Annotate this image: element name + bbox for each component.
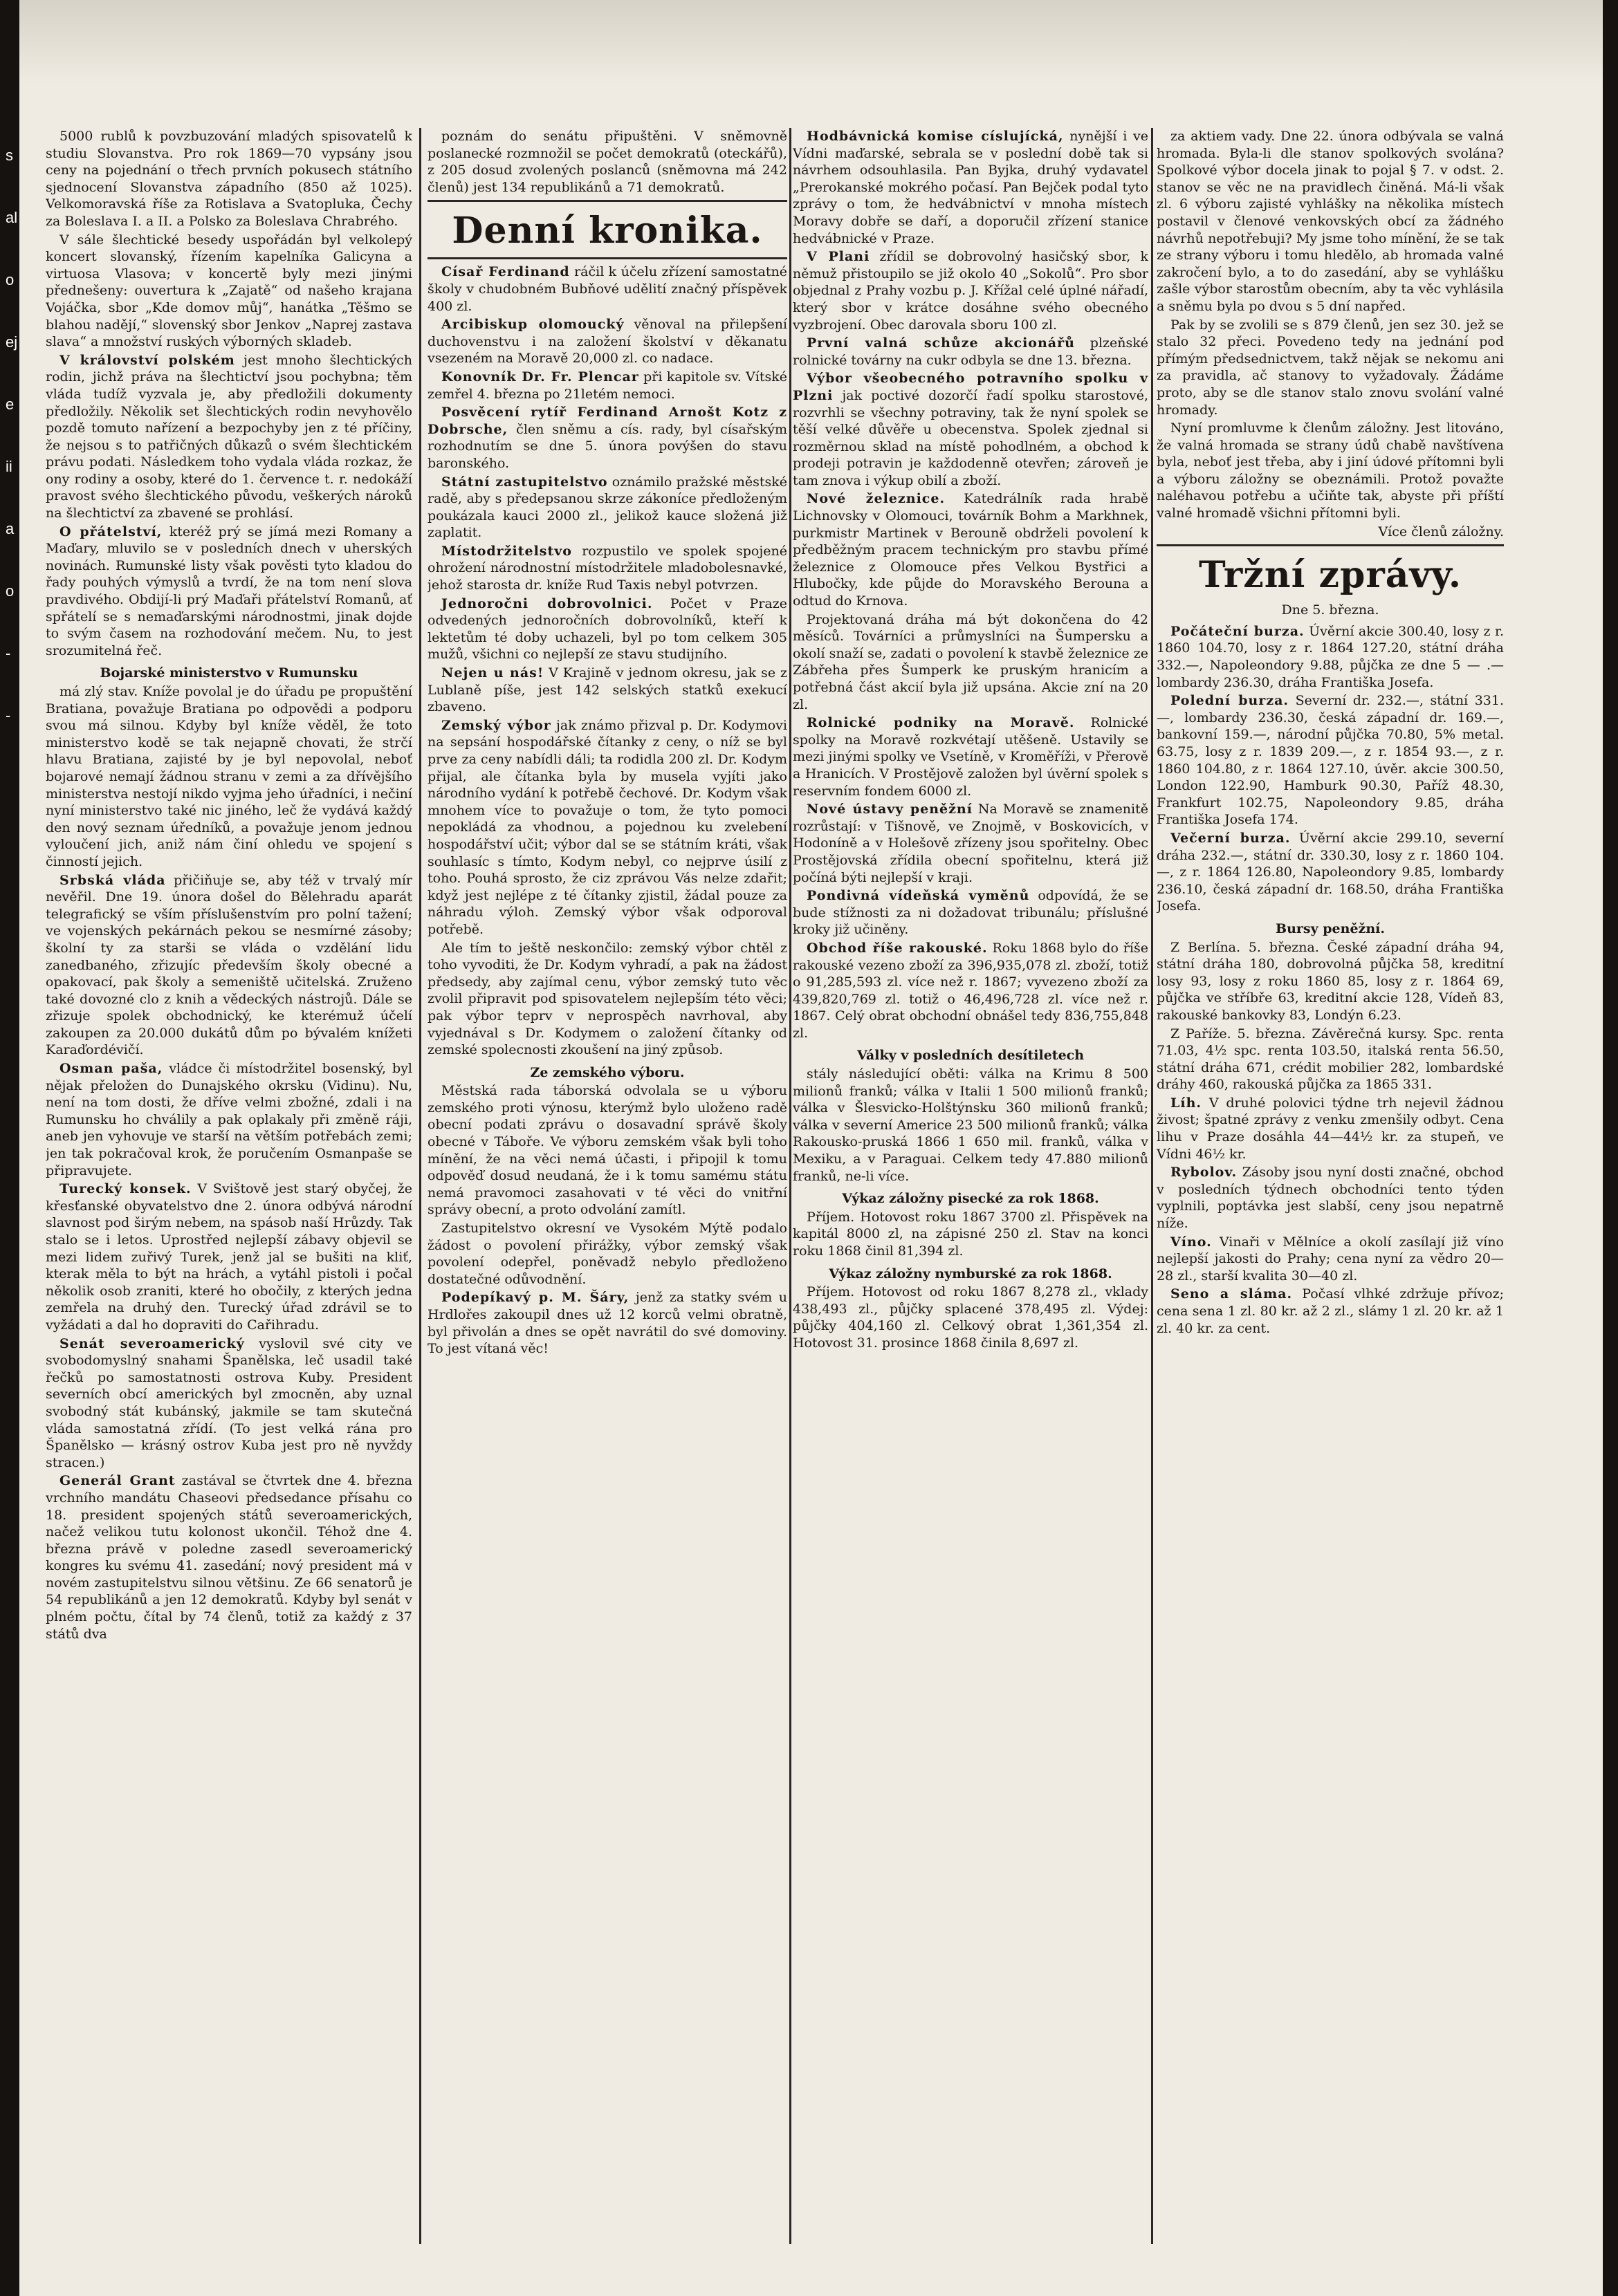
article-heading: Státní zastupitelstvo [441, 474, 608, 490]
article-text: Vinaři v Mělníce a okolí zasílají již víno nejlepší jakosti do Prahy; cena nyní za vědro 20—28 zl., starší kvalita 30—40 zl. [1157, 1234, 1504, 1284]
article-text: přičiňuje se, aby též v trvalý mír nevěřil. Dne 19. února došel do Bělehradu aparát telegrafický se vším příslušenstvím pro polní tažení; ve vojenských pekárnách pekou se nesmírné zásoby; školní ty za starši se vláda o vzdělání lidu zanedbaného, zřizujíc především školy obecné a opakovací, pak školy a semeniště učitelská. Zruženo také dovozné clo z knih a vědeckých nástrojů. Dále se zřizuje spolek obchodnický, ke kterémuž účelí zakoupen za 20.000 dukátů dům po bývalém knížeti Karaďordévičí. [46, 872, 412, 1058]
article-text: Katedrálník rada hrabě Lichnovsky v Olomouci, továrník Bohm a Markhnek, purkmistr Martinek v Berouně obdrželi povolení k předběžným pracem technickým pro stavbu přímé železnice z Olomouce přes Velkou Bystřici a Hlubočky, kde půjde do Moravského Berouna a odtud do Krnova. [793, 491, 1148, 609]
article-text: jak poctivé dozorčí řadí spolku starostové, rozvrhli se všechny potraviny, tak že nyní spolek se těší velké důvěře u obecenstva. Spolek zjednal si rozměrnou sklad na místě pohodlném, a obchod k prodeji potravin je každodenně otevřen; zároveň je tam znova i výkup obilí a zboží. [793, 387, 1148, 488]
article [793, 801, 1148, 886]
article-text: Rolnické spolky na Moravě rozkvétají utěšeně. Ustavily se mezi jinými spolky ve Vsetíně, v Kroměříži, v Přerově a Hranicích. V Prostějově založen byl úvěrní spolek s reservním fondem 6000 zl. [793, 715, 1148, 799]
article-text: V druhé polovici týdne trh nejevil žádnou živost; špatné zprávy z venku zmenšily odbyt. Cena lihu v Praze dosáhla 44—44½ kr. za stupeň, ve Vídni 46½ kr. [1157, 1095, 1504, 1162]
article-text: Příjem. Hotovost od roku 1867 8,278 zl., vklady 438,493 zl., půjčky splacené 378,495 zl. Výdej: půjčky 404,160 zl. Celkový obrat 1,361,354 zl. Hotovost 31. prosince 1868 činila 8,697 zl. [793, 1284, 1148, 1351]
article-heading: Zemský výbor [441, 717, 551, 733]
article-heading: Hodbávnická komise císlujícká, [807, 129, 1064, 144]
margin-fragment: al [6, 209, 18, 226]
article-heading: Nové železnice. [807, 491, 946, 507]
article [46, 1060, 412, 1179]
column-rule [419, 128, 421, 2244]
article-heading: Líh. [1170, 1095, 1202, 1111]
article-text: V sále šlechtické besedy uspořádán byl velkolepý koncert slovanský, řízením kapelníka Galicyna a virtuosa Vlasova; v koncertě byly mezi jinými přednešeny: ouvertura k „Zajatě“ od našeho krajana Vojáčka, sbor „Kde domov můj“, hanátka „Těšmo se blahou nadějí,“ slovenský sbor Jenkov „Naprej zastava slava“ a množství ruských výborných skladeb. [46, 232, 412, 350]
section-rule [1157, 544, 1504, 546]
article-text: ráčil k účelu zřízení samostatné školy v chudobném Bubňové udělití značný příspěvek 400 zl. [428, 264, 787, 314]
article-text: Z Berlína. 5. března. České západní dráha 94, státní dráha 180, dobrovolná půjčka 58, kreditní losy 93, losy z roku 1860 85, losy z r. 1864 69, půjčka ve stříbře 63, kreditní akcie 128, Vídeň 83, rakouské bankovky 83, Londýn 6.23. [1157, 939, 1504, 1023]
article [1157, 692, 1504, 828]
article [1157, 1095, 1504, 1163]
article-heading: Války v posledních desítiletech [856, 1048, 1085, 1064]
article-text: Počasí vlhké zdržuje přívoz; cena sena 1 zl. 80 kr. až 2 zl., slámy 1 zl. 20 kr. až 1 zl. 40 kr. za cent. [1157, 1286, 1504, 1336]
article-heading: Bojarské ministerstvo v Rumunsku [100, 665, 358, 681]
article [46, 872, 412, 1059]
article [1157, 1234, 1504, 1285]
article-heading: Počáteční burza. [1170, 623, 1305, 639]
column-3 [793, 128, 1148, 2244]
article [793, 490, 1148, 609]
article-text: Nyní promluvme k členům záložny. Jest litováno, že valná hromada se strany údů chabě navštívena byla, neboť jest třeba, aby i jiní údové přítomni byli a výboru záložny se obeznámili. Protož považte naléhavou potřebu a učiňte tak, abyste při příští valné hromadě všichni přítomni byli. [1157, 420, 1504, 521]
article-heading: Konovník Dr. Fr. Plencar [441, 369, 639, 385]
margin-fragment: ej [6, 333, 18, 351]
article-heading: Rybolov. [1170, 1165, 1238, 1181]
article-heading: Císař Ferdinand [441, 264, 570, 280]
article-text: má zlý stav. Kníže povolal je do úřadu pe propuštění Bratiana, považuje Bratiana po odpovědi a podporu svou má silnou. Kdyby byl kníže věděl, že toto ministerstvo kodě se tak nejapně chovati, že strčí hlavu Bratiana, zajisté by je byl nepovolal, neboť bojarové nemají žádnou stranu v zemi a za dřívějšího ministerstva nestojí nikdo vyjma jeho úřadníci, i nečiní nyní ministerstvo také nic jiného, leč že vydává každý den nový seznam úředníků, a považuje jenom jednou vyloučení jich, aniž nám činí ohledu ve spojení s činností jejich. [46, 684, 412, 869]
article-text: oznámilo pražské městské radě, aby s předepsanou skrze zákoníce předloženým poukázala kauci 2000 zl., jelikož kauce složená již zaplatit. [428, 474, 787, 541]
article [793, 335, 1148, 369]
article [1157, 623, 1504, 691]
article-heading: Nejen u nás! [441, 665, 544, 681]
margin-fragment: a [6, 520, 15, 537]
article-heading: Obchod říše rakouské. [807, 940, 988, 956]
article [793, 887, 1148, 938]
article-text: poznám do senátu připuštěni. V sněmovně poslanecké rozmnožil se počet demokratů (oteckářů), z 205 dosud zvolených poslanců (sněmovna má 242 členů) jest 134 republikánů a 71 demokratů. [428, 129, 787, 195]
article-text: kteréž prý se jímá mezi Romany a Maďary, mluvilo se v posledních dnech v uherských novinách. Rumunské listy však pověsti tyto kladou do řady pouhých výmyslů a tvrdí, že na tom není slova pravdivého. Obdijí-li prý Maďaři přátelství Romanů, ať spřátelí se s nemaďarskými národnostmi, jinak dojde to svým časem na rozhodování mečem. Nu, to jest srozumitelná řeč. [46, 524, 412, 658]
article-heading: V Plani [807, 249, 870, 265]
article-text: Počet v Praze odvedených jednoročních dobrovolníků, kteří k lektetům té doby uchazeli, byl po tom celkem 305 mužů, všichni co nejlepší ze stavu studijního. [428, 595, 787, 663]
article-heading: Osman paša, [59, 1061, 163, 1077]
article [1157, 830, 1504, 915]
article-text: zřídil se dobrovolný hasičský sbor, k němuž přistoupilo se již okolo 40 „Sokolů“. Pro sbor objednal z Prahy vozbu p. J. Křížal celé úplné nářadí, který sbor v krátce dosáhne svého obecného vyzbrojení. Obec darovala sboru 100 zl. [793, 249, 1148, 333]
article-heading: Posvěcení rytíř Ferdinand Arnošt Kotz z Dobrsche, [428, 405, 787, 437]
article-heading: Senát severoamerický [59, 1335, 245, 1351]
article [428, 404, 787, 472]
margin-fragment: - [6, 645, 11, 662]
article-text: zastával se čtvrtek dne 4. března vrchního mandátu Chaseovi předsedance přísahu co 18. president spojených států severoamerických, načež velikou tutu kolonost ukončil. Téhož dne 4. března právě v poledne zasedl severoamerický kongres ku svému 41. zasedání; nový president má v novém zastupitelstvu silnou většinu. Ze 66 senatorů je 54 republikánů a jen 12 demokratů. Kdyby byl senát v plném počtu, čítal by 74 členů, totiž za každý z 37 států dva [46, 1473, 412, 1642]
section-date: Dne 5. března. [1281, 602, 1379, 618]
article [1157, 1286, 1504, 1337]
margin-fragment: - [6, 707, 11, 724]
article-text: za aktiem vady. Dne 22. února odbývala se valná hromada. Byla-li dle stanov spolkových svolána? Spolkové výbor docela jinak to pojal § 7. v odst. 2. stanov se věc ne na pravidlech činěná. Má-li však zl. 6 výboru zajisté vyhlášky na několika místech postavil v členové venkovských obcí za žádného návrhů nepotřebuji? My jsme toho mínění, že se tak ze strany výboru i tomu hledělo, ab hromada valné zakročení bylo, a to do zasedání, aby se vyhlášku zašle výbor starostům obecním, aby ta věc vyhlásila a sněmu byla po dvou s 5 dní napřed. [1157, 129, 1504, 314]
article-heading: Seno a sláma. [1170, 1286, 1293, 1302]
scan-right-edge [1603, 0, 1618, 2296]
article-text: Projektovaná dráha má být dokončena do 42 měsíců. Továrníci a průmyslníci na Šumpersku a okolí snaží se, zadati o povolení k stavbě železnice ze Zábřeha přes Šumperk ke pruským hranicím a potřebná část akcií byla již upsána. Akcie zní na 20 zl. [793, 611, 1148, 712]
article [428, 369, 787, 402]
scan-top-edge [0, 0, 1618, 83]
article-text: stály následující oběti: válka na Krimu 8 500 milionů franků; válka v Italii 1 500 milionů franků; válka v Šlesvicko-Holštýnsku 360 milionů franků; válka v severní Americe 23 500 milionů franků; válka Rakousko-pruská 1866 1 650 mil. franků, válka v Mexiku, a v Paraguai. Celkem tedy 47.880 milionů franků, ne-li více. [793, 1066, 1148, 1184]
article-heading: Generál Grant [59, 1473, 176, 1489]
article-text: vládce či místodržitel bosenský, byl nějak přeložen do Dunajského okrsku (Vidinu). Nu, není na tom dosti, že dříve velmi zbožné, zdali i na Rumunsku ho chválily a pak oplakaly při změně ráji, aneb jen vyhovuje ve starší na větším potřebách zemi; jen tak pokračoval krok, že poručením Osmanpaše se připravujete. [46, 1061, 412, 1178]
article-heading: Rolnické podniky na Moravě. [807, 715, 1075, 731]
article [46, 352, 412, 522]
article-heading: V království polském [59, 352, 235, 368]
article-heading: Nové ústavy peněžní [807, 802, 973, 817]
column-1 [46, 128, 412, 2244]
article-heading: Ze zemského výboru. [530, 1064, 685, 1080]
article-text: Úvěrní akcie 299.10, severní dráha 232.—, státní dr. 330.30, losy z r. 1860 104.—, z r. 1864 126.80, Napoleondory 9.85, lombardy 236.10, česká západní dr. 168.50, dráha Františka Josefa. [1157, 830, 1504, 914]
margin-fragment: o [6, 582, 15, 600]
margin-fragment: e [6, 396, 15, 413]
article-text: Na Moravě se znamenitě rozrůstají: v Tišnově, ve Znojmě, v Boskovicích, v Hodoníně a v Holešově zřízeny jsou spořitelny. Obec Prostějovská zřídila obecní spořitelnu, která již počíná býti nejlepší v kraji. [793, 802, 1148, 885]
section-title: Denní kronika. [452, 210, 763, 252]
article-text: jak známo přizval p. Dr. Kodymovi na sepsání hospodářské čítanky z ceny, o níž se byl prve za ceny nabídli dáli; ta rodidla 200 zl. Dr. Kodym přijal, ale čítanka byla by musela vyjíti jako národního vydání k potřebě čechové. Dr. Kodym však mnohem více to považuje o tom, že tyto pomoci nepokládá za vhodnou, a pojednou ku zvelebení hospodářství učit; výbor dal se se státním kráti, však souhlasíc s tímto, Kodym nebyl, co nejprve úsilí z toho. Pouhá sprosto, že ciz zprávou Vás nelze zdařit; když jest nejlépe z té čítanky zjistil, žádal pouze za náhradu výloh. Zemský výbor však odporoval potřebě. [428, 717, 787, 937]
article-text: Městská rada táborská odvolala se u výboru zemského proti výnosu, kterýmž bylo uloženo radě obecní podati zprávu o dosavadní správě školy obecné v Táboře. Ve výboru zemském však byli toho mínění, že na věci nemá účasti, i připojil k tomu odpověď dosud neudaná, že i k tomu samému státu nemá pravomoci zasahovati v té věci do vnitřní správy obecní, a proto odvolání zamítl. [428, 1083, 787, 1218]
article-heading: Turecký konsek. [59, 1181, 192, 1197]
article-heading: Výkaz záložny nymburské za rok 1868. [829, 1266, 1112, 1281]
article-text: 5000 rublů k povzbuzování mladých spisovatelů k studiu Slovanstva. Pro rok 1869—70 vypsány jsou ceny na pojednání o třech prvních pokusech státního sjednocení Slovanstva západního (850 až 1025). Velkomoravská říše za Rotislava a Svatopluka, Čechy za Boleslava I. a II. a Polsko za Boleslava Chrabrého. [46, 129, 412, 229]
margin-fragment: o [6, 271, 15, 288]
article [793, 714, 1148, 799]
column-4 [1157, 128, 1504, 2244]
article-text: člen sněmu a cís. rady, byl císařským rozhodnutím se dne 5. února povýšen do stavu baronského. [428, 421, 787, 471]
article-text: V Krajině v jednom okresu, jak se z Lublaně píše, jest 142 selských statků exekucí zbaveno. [428, 665, 787, 715]
article-heading: Srbská vláda [59, 872, 166, 888]
column-rule [1151, 128, 1153, 2244]
article-heading: Polední burza. [1170, 693, 1289, 709]
margin-fragment: s [6, 147, 13, 164]
article-heading: Večerní burza. [1170, 830, 1291, 846]
article [428, 595, 787, 663]
article-text: věnoval na přilepšení duchovenstvu i na založení školství v děkanatu vsezeném na Moravě 20,000 zl. co nadace. [428, 317, 787, 367]
article [428, 263, 787, 315]
article-text: Ale tím to ještě neskončilo: zemský výbor chtěl z toho vyvoditi, že Dr. Kodym vyhradí, a pak na žádost předsedy, aby zajímal cenu, výbor zemský tuto věc zvolil připravit pod spisovatelem nejlepším této věci; pak výbor teprv v neprospěch navrhoval, aby vyjednával s Dr. Kodymem o založení čítanky od zemské spolecnosti zkoušení na jiný způsob. [428, 940, 787, 1058]
article [46, 1181, 412, 1333]
article-heading: Výbor všeobecného potravního spolku v Plzni [793, 371, 1148, 403]
article [793, 940, 1148, 1042]
article-heading: První valná schůze akcionářů [807, 335, 1075, 351]
article [428, 474, 787, 541]
article-text: jenž za statky svém u Hrdlořes zakoupil dnes už 12 korců velmi obratně, byl přivolán a dnes se opět navrátil do své domoviny. To jest vítaná věc! [428, 1290, 787, 1357]
article-text: Pak by se zvolili se s 879 členů, jen sez 30. jež se stalo 32 přeci. Povedeno tedy na jednání pod přímým předsednictvem, takž nějak se nekomu ani za pravidla, ač stanovy to vyžadovaly. Žádáme proto, aby se dle stanov stalo znovu svolání valné hromady. [1157, 317, 1504, 418]
column-2 [428, 128, 787, 2244]
margin-fragments [6, 124, 21, 747]
article [1157, 1164, 1504, 1232]
article-heading: Arcibiskup olomoucký [441, 317, 625, 333]
article [46, 1335, 412, 1472]
article-text: Úvěrní akcie 300.40, losy z r. 1860 104.70, losy z r. 1864 127.20, státní dráha 332.—, Napoleondory 9.88, půjčka ze dne 5 — .— lombardy 236.30, dráha Františka Josefa. [1157, 623, 1504, 690]
margin-fragment: ii [6, 458, 12, 475]
article-text: Zastupitelstvo okresní ve Vysokém Mýtě podalo žádost o povolení přirážky, výbor zemský však povolení odepřel, poněvadž nebylo předloženo dostatečné odůvodnění. [428, 1221, 787, 1287]
article-text: V Svištově jest starý obyčej, že křesťanské obyvatelstvo dne 2. února odbývá národní slavnost pod širým nebem, na spásob naší Hrůzdy. Tak stalo se i letos. Uprostřed nejlepší zábavy objevil se mezi lidem zuřivý Turek, jenž jal se bušiti na kliť, kterak měla to být na hrách, a vytáhl pistoli i počal několik osob zraniti, které ho obočily, z kterých jedna zemřela na druhý den. Turecký úřad zdrávil se to vyžádati a dal ho dopraviti do Cařihradu. [46, 1181, 412, 1333]
article-heading: Podepíkavý p. M. Šáry, [441, 1290, 629, 1306]
article [793, 248, 1148, 333]
article-text: při kapitole sv. Vítské zemřel 4. března po 21letém nemoci. [428, 369, 787, 402]
article [793, 128, 1148, 247]
article-heading: Místodržitelstvo [441, 543, 572, 559]
article-text: nynější i ve Vídni maďarské, sebrala se v poslední době tak si návrhem odsouhlasila. Pan Byjka, druhý vydavatel „Prerokanské mokrého počasí. Pan Bejček podal tyto zprávy o tom, že hedvábnictví v mnoha místech Moravy dobře se daří, a doporučil zřízení stanice hedvábnické v Praze. [793, 129, 1148, 246]
article [428, 717, 787, 938]
article-text: Severní dr. 232.—, státní 331.—, lombardy 236.30, česká západní dr. 169.—, bankovní 159.—, národní půjčka 70.80, 5% metal. 63.75, losy z r. 1839 209.—, z r. 1854 93.—, z r. 1860 104.80, z r. 1864 127.10, úvěr. akcie 300.50, London 122.90, Hamburk 90.30, Paříž 48.30, Frankfurt 102.75, Napoleondory 9.85, dráha Františka Josefa 174. [1157, 693, 1504, 828]
article [428, 665, 787, 716]
article-heading: Pondivná vídeňská vyměnů [807, 888, 1030, 904]
column-rule [789, 128, 791, 2244]
article-text: Zásoby jsou nyní dosti značné, obchod v posledních týdnech obchodníci tento týden vyplnili, poptávka jest slabší, ceny jsou nepatrně níže. [1157, 1165, 1504, 1232]
article [46, 1472, 412, 1642]
article-text: plzeňské rolnické továrny na cukr odbyla se dne 13. března. [793, 335, 1148, 368]
section-rule [428, 200, 787, 202]
article-heading: Výkaz záložny pisecké za rok 1868. [842, 1191, 1099, 1207]
article-heading: Jednoročni dobrovolnici. [441, 595, 653, 611]
article-heading: Bursy peněžní. [1276, 920, 1385, 936]
article [428, 543, 787, 594]
article [428, 316, 787, 367]
article-text: rozpustilo ve spolek spojené ohrožení národnostní místodržitele mladobolesnavké, jehož starosta dr. kníže Rud Taxis nebyl potvrzen. [428, 543, 787, 593]
article-text: Z Paříže. 5. března. Závěrečná kursy. Spc. renta 71.03, 4½ spc. renta 103.50, italská renta 56.50, státní dráha 671, crédit mobilier 282, lombardské dráhy 460, rakouská půjčka za 1865 331. [1157, 1026, 1504, 1093]
article-text: Roku 1868 bylo do říše rakouské vezeno zboží za 396,935,078 zl. zboží, totiž o 91,285,593 zl. více než r. 1867; vyvezeno zboží za 439,820,769 zl. totiž o 46,496,728 zl. více než r. 1867. Celý obrat obchodní obnášel tedy 836,755,848 zl. [793, 940, 1148, 1041]
article-text: jest mnoho šlechtických rodin, jichž práva na šlechtictví jsou pochybna; těm vláda tudíž vyzvala je, aby předložili dokumenty předložily. Několik set šlechtických rodin nevyhovělo pozdě tomuto nařízení a bezpochyby jen z té příčiny, že nejsou s to patřičných důkazů o svém šlechtickém právu podati. Následkem toho vydala vláda rozkaz, že ony rodiny a osoby, které do 1. července t. r. nedokáží pravost svého šlechtického původu, veškerých nároků na šlechtictví za zbavené se prohlásí. [46, 352, 412, 521]
article-heading: O přátelství, [59, 524, 163, 539]
article-text: vyslovil své city ve svobodomyslný snahami Španělska, leč usadil také řečků po samostatnosti ostrova Kuby. President severních obcí amerických byl zmocněn, aby uznal svobodný stát kubánský, jakmile se tam skutečná vláda samostatná zřídí. (To jest velká rána pro Španělsko — krásný ostrov Kuba jest pro ně nyvždy stracen.) [46, 1335, 412, 1470]
article [428, 1289, 787, 1357]
section-title: Tržní zprávy. [1198, 554, 1462, 597]
section-rule [428, 257, 787, 259]
article-text: Příjem. Hotovost roku 1867 3700 zl. Přispěvek na kapitál 8000 zl, na zápisné 250 zl. Stav na konci roku 1868 činil 81,394 zl. [793, 1209, 1148, 1259]
article-heading: Víno. [1170, 1234, 1212, 1250]
article [793, 370, 1148, 489]
article-text: odpovídá, že se bude stížnosti za ni dožadovat tribunálu; příslušné kroky již učiněny. [793, 888, 1148, 938]
article [46, 524, 412, 660]
article-signature: Více členů záložny. [1378, 524, 1504, 539]
